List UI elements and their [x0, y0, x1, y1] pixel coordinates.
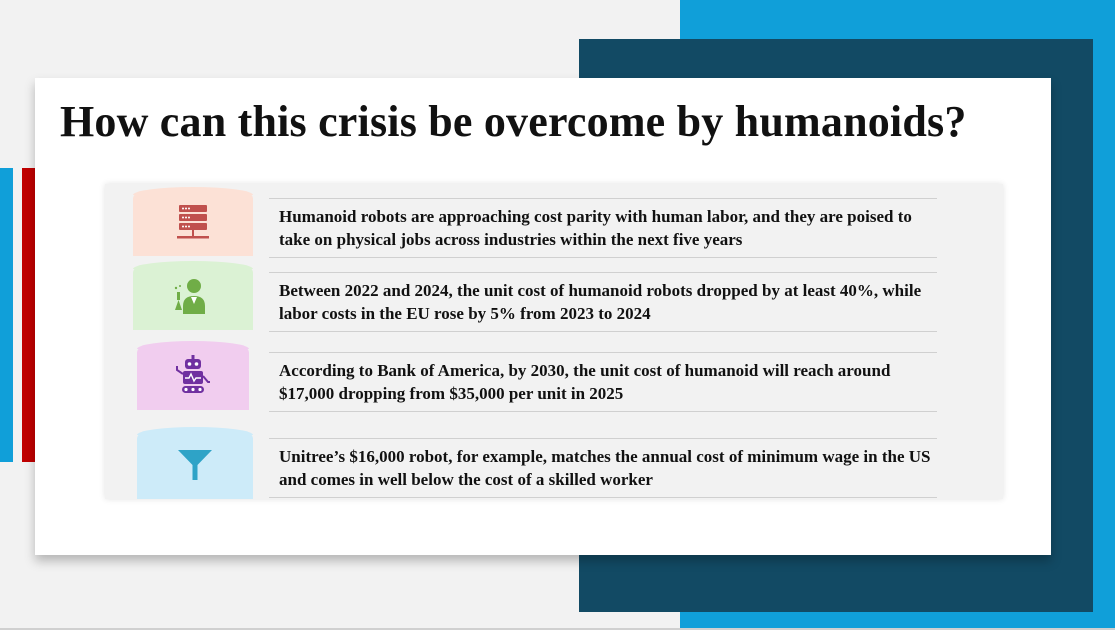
slide-card: [35, 78, 1051, 555]
bullet-text: Unitree’s $16,000 robot, for example, matches the annual cost of minimum wage in the US and comes in well below the cost of a skilled worker: [269, 438, 937, 498]
icon-tile: [137, 433, 253, 499]
left-blue-bar: [0, 168, 13, 462]
server-icon: [173, 202, 213, 247]
icon-tile: [133, 193, 253, 256]
bullet-text: Humanoid robots are approaching cost parity with human labor, and they are poised to take on physical jobs across industries within the next five years: [269, 198, 937, 258]
icon-tile: [137, 347, 249, 410]
bullet-panel: [105, 184, 1003, 499]
funnel-icon: [175, 444, 215, 489]
slide-title: How can this crisis be overcome by humanoids?: [60, 97, 967, 146]
bullet-text: According to Bank of America, by 2030, the unit cost of humanoid will reach around $17,000 dropping from $35,000 per unit in 2025: [269, 352, 937, 412]
robot-icon: [173, 354, 213, 403]
scientist-icon: [173, 276, 213, 321]
left-red-bar: [22, 168, 35, 462]
icon-tile: [133, 267, 253, 330]
bullet-text: Between 2022 and 2024, the unit cost of humanoid robots dropped by at least 40%, while labor costs in the EU rose by 5% from 2023 to 2024: [269, 272, 937, 332]
